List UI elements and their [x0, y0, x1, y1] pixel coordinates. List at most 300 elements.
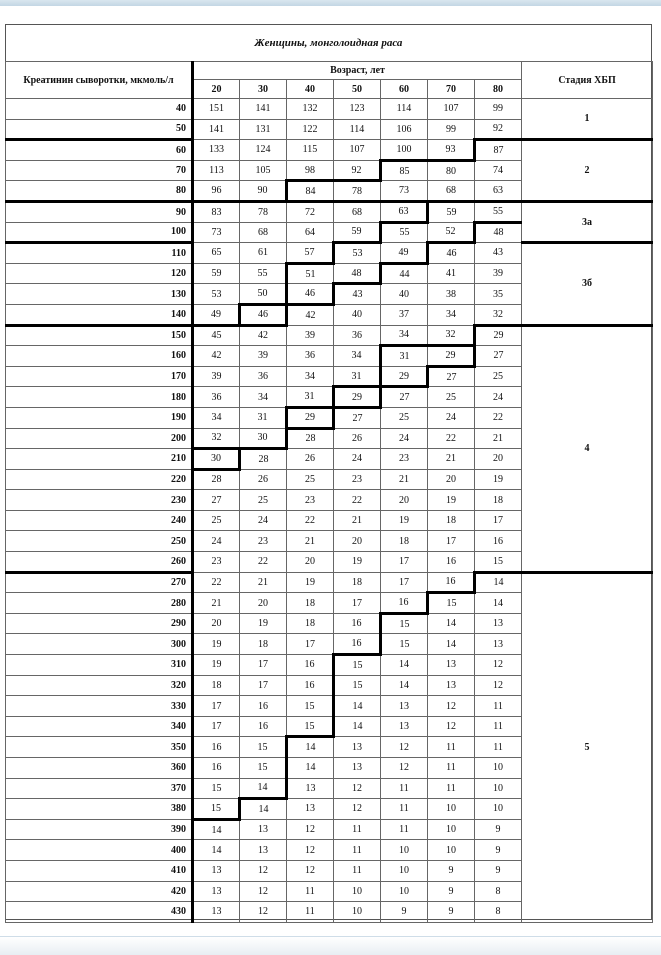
gfr-cell: 37	[381, 304, 428, 325]
stage-header: Стадия ХБП	[522, 62, 653, 99]
gfr-cell: 39	[193, 366, 240, 387]
gfr-cell: 16	[334, 634, 381, 655]
creatinine-value: 390	[6, 819, 193, 840]
age-col-40: 40	[287, 80, 334, 99]
gfr-cell: 53	[334, 243, 381, 264]
age-col-30: 30	[240, 80, 287, 99]
stage-3а: 3а	[522, 201, 653, 242]
gfr-cell: 14	[287, 737, 334, 758]
gfr-cell: 13	[428, 675, 475, 696]
gfr-cell: 24	[193, 531, 240, 552]
gfr-cell: 27	[475, 346, 522, 367]
creatinine-value: 250	[6, 531, 193, 552]
gfr-cell: 22	[428, 428, 475, 449]
age-col-60: 60	[381, 80, 428, 99]
gfr-cell: 13	[240, 840, 287, 861]
gfr-cell: 28	[193, 469, 240, 490]
gfr-cell: 23	[287, 490, 334, 511]
creatinine-value: 140	[6, 304, 193, 325]
gfr-cell: 20	[381, 490, 428, 511]
gfr-cell: 18	[334, 572, 381, 593]
table-row	[6, 243, 653, 264]
gfr-cell: 15	[287, 716, 334, 737]
gfr-cell: 12	[475, 675, 522, 696]
gfr-cell: 34	[287, 366, 334, 387]
gfr-cell: 55	[381, 222, 428, 243]
gfr-cell: 92	[334, 160, 381, 181]
gfr-cell: 59	[428, 201, 475, 222]
gfr-cell: 18	[287, 593, 334, 614]
gfr-cell: 31	[334, 366, 381, 387]
gfr-cell: 11	[381, 819, 428, 840]
gfr-cell: 55	[475, 201, 522, 222]
gfr-cell: 19	[193, 655, 240, 676]
gfr-cell: 43	[334, 284, 381, 305]
gfr-cell: 14	[193, 819, 240, 840]
gfr-cell: 13	[193, 902, 240, 923]
gfr-cell: 63	[381, 201, 428, 222]
gfr-cell: 12	[428, 716, 475, 737]
gfr-cell: 16	[381, 593, 428, 614]
gfr-cell: 16	[334, 613, 381, 634]
gfr-cell: 12	[428, 696, 475, 717]
gfr-cell: 36	[240, 366, 287, 387]
gfr-cell: 17	[240, 655, 287, 676]
gfr-cell: 17	[334, 593, 381, 614]
gfr-cell: 83	[193, 201, 240, 222]
gfr-cell: 29	[381, 366, 428, 387]
gfr-cell: 13	[334, 758, 381, 779]
gfr-cell: 78	[240, 201, 287, 222]
gfr-cell: 42	[193, 346, 240, 367]
top-bar	[0, 0, 661, 6]
creatinine-value: 60	[6, 140, 193, 161]
gfr-cell: 34	[240, 387, 287, 408]
creatinine-value: 320	[6, 675, 193, 696]
gfr-cell: 11	[428, 737, 475, 758]
gfr-cell: 9	[428, 902, 475, 923]
gfr-cell: 12	[381, 737, 428, 758]
gfr-cell: 113	[193, 160, 240, 181]
gfr-cell: 46	[240, 304, 287, 325]
gfr-cell: 11	[287, 881, 334, 902]
gfr-cell: 25	[287, 469, 334, 490]
gfr-cell: 23	[381, 449, 428, 470]
gfr-cell: 72	[287, 201, 334, 222]
gfr-cell: 12	[240, 902, 287, 923]
table-row	[6, 325, 653, 346]
creatinine-value: 330	[6, 696, 193, 717]
gfr-cell: 99	[475, 99, 522, 120]
gfr-cell: 41	[428, 263, 475, 284]
gfr-cell: 11	[287, 902, 334, 923]
gfr-cell: 55	[240, 263, 287, 284]
gfr-cell: 68	[334, 201, 381, 222]
gfr-cell: 27	[381, 387, 428, 408]
table-row	[6, 99, 653, 120]
gfr-cell: 11	[334, 860, 381, 881]
gfr-cell: 107	[428, 99, 475, 120]
gfr-cell: 26	[287, 449, 334, 470]
gfr-cell: 106	[381, 119, 428, 140]
gfr-cell: 16	[287, 655, 334, 676]
gfr-cell: 25	[475, 366, 522, 387]
gfr-cell: 53	[193, 284, 240, 305]
gfr-cell: 13	[475, 613, 522, 634]
gfr-cell: 23	[193, 552, 240, 573]
gfr-cell: 20	[193, 613, 240, 634]
gfr-cell: 11	[475, 696, 522, 717]
gfr-cell: 17	[193, 696, 240, 717]
gfr-cell: 29	[428, 346, 475, 367]
gfr-cell: 36	[334, 325, 381, 346]
gfr-cell: 20	[334, 531, 381, 552]
gfr-cell: 31	[287, 387, 334, 408]
gfr-cell: 13	[334, 737, 381, 758]
gfr-cell: 13	[193, 881, 240, 902]
gfr-cell: 13	[381, 696, 428, 717]
gfr-cell: 28	[240, 449, 287, 470]
gfr-cell: 10	[475, 799, 522, 820]
gfr-cell: 14	[381, 675, 428, 696]
creatinine-value: 260	[6, 552, 193, 573]
gfr-cell: 98	[287, 160, 334, 181]
gfr-cell: 10	[475, 758, 522, 779]
gfr-cell: 11	[381, 778, 428, 799]
gfr-cell: 34	[334, 346, 381, 367]
gfr-cell: 16	[287, 675, 334, 696]
gfr-cell: 17	[287, 634, 334, 655]
gfr-cell: 11	[334, 819, 381, 840]
gfr-cell: 85	[381, 160, 428, 181]
gfr-cell: 12	[287, 840, 334, 861]
gfr-cell: 10	[381, 860, 428, 881]
gfr-cell: 19	[240, 613, 287, 634]
table-row	[6, 201, 653, 222]
age-col-20: 20	[193, 80, 240, 99]
gfr-cell: 68	[240, 222, 287, 243]
gfr-cell: 39	[475, 263, 522, 284]
gfr-cell: 22	[193, 572, 240, 593]
creatinine-value: 190	[6, 407, 193, 428]
gfr-cell: 24	[475, 387, 522, 408]
gfr-cell: 18	[193, 675, 240, 696]
gfr-cell: 12	[240, 881, 287, 902]
ckd-table	[5, 61, 653, 923]
creatinine-value: 430	[6, 902, 193, 923]
gfr-cell: 49	[381, 243, 428, 264]
gfr-cell: 9	[428, 881, 475, 902]
gfr-cell: 19	[381, 510, 428, 531]
gfr-cell: 36	[193, 387, 240, 408]
gfr-cell: 9	[381, 902, 428, 923]
gfr-cell: 151	[193, 99, 240, 120]
gfr-cell: 26	[334, 428, 381, 449]
creatinine-value: 120	[6, 263, 193, 284]
gfr-cell: 13	[193, 860, 240, 881]
gfr-cell: 59	[334, 222, 381, 243]
gfr-cell: 90	[240, 181, 287, 202]
gfr-cell: 13	[287, 778, 334, 799]
table-row	[6, 140, 653, 161]
gfr-cell: 42	[240, 325, 287, 346]
gfr-cell: 21	[381, 469, 428, 490]
gfr-cell: 61	[240, 243, 287, 264]
gfr-cell: 92	[475, 119, 522, 140]
gfr-cell: 10	[381, 881, 428, 902]
age-col-80: 80	[475, 80, 522, 99]
gfr-cell: 57	[287, 243, 334, 264]
gfr-cell: 11	[475, 716, 522, 737]
gfr-cell: 30	[193, 449, 240, 470]
gfr-cell: 11	[381, 799, 428, 820]
gfr-cell: 123	[334, 99, 381, 120]
gfr-cell: 19	[428, 490, 475, 511]
creatinine-value: 310	[6, 655, 193, 676]
gfr-cell: 31	[381, 346, 428, 367]
gfr-cell: 23	[334, 469, 381, 490]
creatinine-value: 80	[6, 181, 193, 202]
gfr-cell: 96	[193, 181, 240, 202]
gfr-cell: 9	[428, 860, 475, 881]
gfr-cell: 17	[381, 552, 428, 573]
gfr-cell: 74	[475, 160, 522, 181]
gfr-cell: 124	[240, 140, 287, 161]
creatinine-value: 70	[6, 160, 193, 181]
gfr-cell: 17	[428, 531, 475, 552]
gfr-cell: 11	[428, 758, 475, 779]
creatinine-value: 170	[6, 366, 193, 387]
gfr-cell: 14	[240, 799, 287, 820]
gfr-cell: 48	[475, 222, 522, 243]
gfr-cell: 35	[475, 284, 522, 305]
gfr-cell: 17	[240, 675, 287, 696]
gfr-cell: 34	[381, 325, 428, 346]
gfr-cell: 80	[428, 160, 475, 181]
gfr-cell: 21	[287, 531, 334, 552]
gfr-cell: 100	[381, 140, 428, 161]
stage-1: 1	[522, 99, 653, 140]
bottom-bar	[0, 936, 661, 955]
stage-4: 4	[522, 325, 653, 572]
creatinine-value: 240	[6, 510, 193, 531]
gfr-cell: 22	[240, 552, 287, 573]
gfr-cell: 17	[381, 572, 428, 593]
gfr-cell: 18	[428, 510, 475, 531]
age-col-70: 70	[428, 80, 475, 99]
gfr-cell: 15	[193, 778, 240, 799]
gfr-cell: 10	[334, 881, 381, 902]
gfr-cell: 18	[475, 490, 522, 511]
gfr-cell: 49	[193, 304, 240, 325]
gfr-cell: 15	[240, 737, 287, 758]
gfr-cell: 12	[381, 758, 428, 779]
gfr-cell: 114	[334, 119, 381, 140]
gfr-cell: 40	[381, 284, 428, 305]
creatinine-value: 100	[6, 222, 193, 243]
table-body	[6, 99, 653, 923]
gfr-cell: 20	[287, 552, 334, 573]
gfr-cell: 16	[240, 716, 287, 737]
gfr-cell: 107	[334, 140, 381, 161]
gfr-cell: 78	[334, 181, 381, 202]
gfr-cell: 99	[428, 119, 475, 140]
gfr-cell: 10	[381, 840, 428, 861]
gfr-cell: 114	[381, 99, 428, 120]
gfr-cell: 18	[287, 613, 334, 634]
gfr-cell: 22	[475, 407, 522, 428]
gfr-cell: 133	[193, 140, 240, 161]
gfr-cell: 14	[428, 613, 475, 634]
gfr-cell: 14	[428, 634, 475, 655]
gfr-cell: 16	[193, 758, 240, 779]
gfr-cell: 38	[428, 284, 475, 305]
gfr-cell: 65	[193, 243, 240, 264]
creatinine-value: 280	[6, 593, 193, 614]
gfr-cell: 15	[381, 634, 428, 655]
gfr-cell: 15	[475, 552, 522, 573]
gfr-cell: 12	[287, 819, 334, 840]
creatinine-value: 50	[6, 119, 193, 140]
creatinine-value: 410	[6, 860, 193, 881]
gfr-cell: 16	[240, 696, 287, 717]
gfr-cell: 115	[287, 140, 334, 161]
gfr-cell: 50	[240, 284, 287, 305]
gfr-cell: 12	[334, 799, 381, 820]
gfr-cell: 10	[334, 902, 381, 923]
gfr-cell: 131	[240, 119, 287, 140]
gfr-cell: 15	[287, 696, 334, 717]
creatinine-value: 360	[6, 758, 193, 779]
gfr-cell: 18	[381, 531, 428, 552]
creatinine-value: 40	[6, 99, 193, 120]
gfr-cell: 68	[428, 181, 475, 202]
gfr-cell: 132	[287, 99, 334, 120]
gfr-cell: 15	[240, 758, 287, 779]
gfr-cell: 34	[428, 304, 475, 325]
gfr-cell: 105	[240, 160, 287, 181]
gfr-cell: 9	[475, 819, 522, 840]
gfr-cell: 12	[334, 778, 381, 799]
gfr-cell: 27	[334, 407, 381, 428]
gfr-cell: 16	[475, 531, 522, 552]
gfr-cell: 13	[381, 716, 428, 737]
gfr-cell: 16	[193, 737, 240, 758]
age-header: Возраст, лет	[193, 62, 522, 80]
gfr-cell: 15	[334, 675, 381, 696]
gfr-cell: 10	[475, 778, 522, 799]
gfr-cell: 48	[334, 263, 381, 284]
table-title: Женщины, монголоидная раса	[6, 25, 651, 62]
gfr-cell: 24	[240, 510, 287, 531]
gfr-cell: 21	[334, 510, 381, 531]
gfr-cell: 40	[334, 304, 381, 325]
gfr-cell: 32	[193, 428, 240, 449]
gfr-cell: 34	[193, 407, 240, 428]
gfr-cell: 19	[287, 572, 334, 593]
creatinine-header: Креатинин сыворотки, мкмоль/л	[6, 62, 193, 99]
creatinine-value: 220	[6, 469, 193, 490]
gfr-cell: 24	[428, 407, 475, 428]
gfr-cell: 9	[475, 860, 522, 881]
gfr-cell: 39	[240, 346, 287, 367]
gfr-cell: 84	[287, 181, 334, 202]
gfr-cell: 24	[381, 428, 428, 449]
stage-3б: 3б	[522, 243, 653, 325]
gfr-cell: 43	[475, 243, 522, 264]
gfr-cell: 14	[334, 716, 381, 737]
creatinine-value: 400	[6, 840, 193, 861]
gfr-cell: 11	[475, 737, 522, 758]
gfr-cell: 14	[334, 696, 381, 717]
gfr-cell: 11	[334, 840, 381, 861]
age-col-50: 50	[334, 80, 381, 99]
gfr-cell: 46	[428, 243, 475, 264]
gfr-cell: 13	[475, 634, 522, 655]
gfr-cell: 52	[428, 222, 475, 243]
gfr-cell: 29	[334, 387, 381, 408]
gfr-cell: 14	[193, 840, 240, 861]
stage-5: 5	[522, 572, 653, 922]
creatinine-value: 340	[6, 716, 193, 737]
gfr-cell: 21	[193, 593, 240, 614]
gfr-cell: 27	[428, 366, 475, 387]
gfr-cell: 63	[475, 181, 522, 202]
gfr-cell: 12	[240, 860, 287, 881]
gfr-cell: 39	[287, 325, 334, 346]
gfr-cell: 73	[381, 181, 428, 202]
gfr-cell: 13	[240, 819, 287, 840]
gfr-cell: 15	[334, 655, 381, 676]
gfr-cell: 29	[475, 325, 522, 346]
creatinine-value: 210	[6, 449, 193, 470]
gfr-cell: 21	[475, 428, 522, 449]
gfr-cell: 19	[334, 552, 381, 573]
gfr-cell: 14	[475, 572, 522, 593]
gfr-cell: 15	[193, 799, 240, 820]
gfr-cell: 21	[428, 449, 475, 470]
creatinine-value: 180	[6, 387, 193, 408]
gfr-cell: 141	[240, 99, 287, 120]
gfr-cell: 13	[287, 799, 334, 820]
gfr-cell: 122	[287, 119, 334, 140]
gfr-cell: 45	[193, 325, 240, 346]
gfr-cell: 20	[475, 449, 522, 470]
gfr-cell: 21	[240, 572, 287, 593]
gfr-cell: 22	[334, 490, 381, 511]
gfr-cell: 16	[428, 552, 475, 573]
gfr-cell: 20	[428, 469, 475, 490]
gfr-cell: 93	[428, 140, 475, 161]
gfr-cell: 10	[428, 819, 475, 840]
gfr-cell: 44	[381, 263, 428, 284]
creatinine-value: 270	[6, 572, 193, 593]
gfr-cell: 18	[240, 634, 287, 655]
gfr-cell: 10	[428, 840, 475, 861]
gfr-cell: 26	[240, 469, 287, 490]
creatinine-value: 420	[6, 881, 193, 902]
table-row	[6, 572, 653, 593]
creatinine-value: 230	[6, 490, 193, 511]
gfr-cell: 12	[287, 860, 334, 881]
gfr-cell: 25	[428, 387, 475, 408]
gfr-cell: 8	[475, 902, 522, 923]
gfr-cell: 14	[240, 778, 287, 799]
gfr-cell: 25	[193, 510, 240, 531]
creatinine-value: 130	[6, 284, 193, 305]
creatinine-value: 300	[6, 634, 193, 655]
gfr-cell: 27	[193, 490, 240, 511]
